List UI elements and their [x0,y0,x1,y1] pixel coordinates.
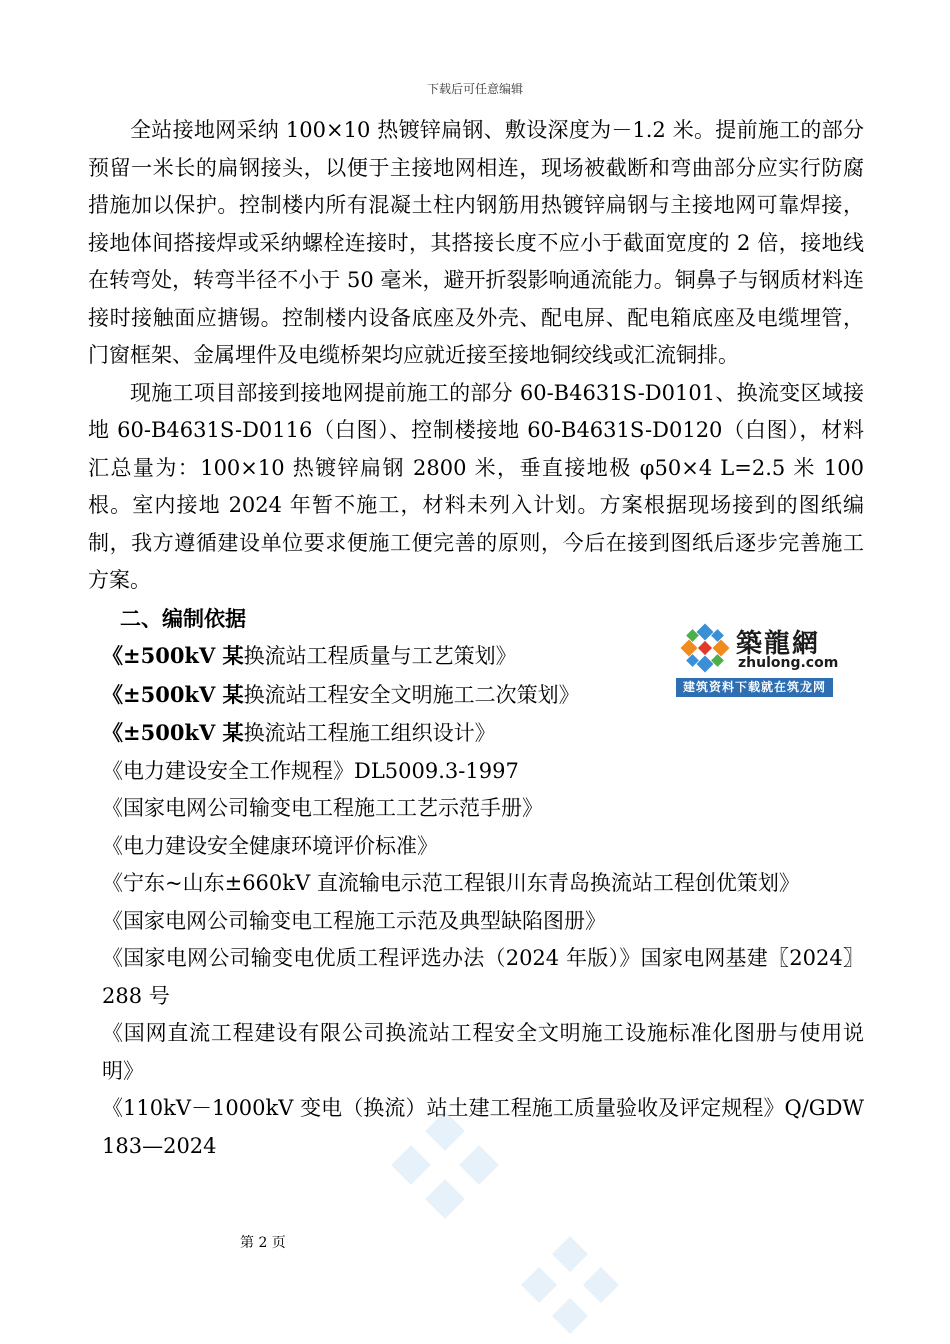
reference-item: 《国家电网公司输变电优质工程评选办法（2024 年版）》国家电网基建〖2024〗288 号 [102,946,864,1008]
page-header: 下载后可任意编辑 [426,82,523,96]
logo-top [676,621,839,677]
reference-item: 《110kV－1000kV 变电（换流）站土建工程施工质量验收及评定规程》Q/GDW 183—2024 [102,1096,864,1158]
paragraph-grounding: 全站接地网采纳 100×10 热镀锌扁钢、敷设深度为－1.2 米。提前施工的部分预留一米长的扁钢接头，以便于主接地网相连，现场被截断和弯曲部分应实行防腐措施加以保护。控制楼内所有混凝土柱内钢筋用热镀锌扁钢与主接地网可靠焊接，接地体间搭接焊或采纳螺栓连接时，其搭接长度不应小于截面宽度的 2 倍，接地线在转弯处，转弯半径不小于 50 毫米，避开折裂影响通流能力。铜鼻子与钢质材料连接时接触面应搪锡。控制楼内设备底座及外壳、配电屏、配电箱底座及电缆埋管，门窗框架、金属埋件及电缆桥架均应就近接至接地铜绞线或汇流铜排。 [88,118,864,367]
reference-item: 《±500kV 某换流站工程质量与工艺策划》 [102,643,517,668]
reference-item: 《国家电网公司输变电工程施工工艺示范手册》 [102,796,543,820]
zhulong-logo [676,621,839,697]
reference-item: 《电力建设安全健康环境评价标准》 [102,833,438,858]
watermark-snowflake-icon [520,1235,620,1335]
reference-item: 《宁东~山东±660kV 直流输电示范工程银川东青岛换流站工程创优策划》 [102,871,800,895]
reference-item: 《国网直流工程建设有限公司换流站工程安全文明施工设施标准化图册与使用说明》 [102,1021,864,1083]
snowflake-icon [678,623,732,673]
page-number: 第 2 页 [240,1235,286,1251]
logo-slogan: 建筑资料下载就在筑龙网 [676,678,833,697]
logo-name-en: zhulong.com [738,655,839,671]
reference-list [88,637,864,1165]
watermark-snowflake-icon [390,1110,500,1220]
reference-item: 《±500kV 某换流站工程施工组织设计》 [102,720,496,745]
reference-item: 《±500kV 某换流站工程安全文明施工二次策划》 [102,681,580,707]
logo-name-cn: 築龍網 [736,629,821,659]
paragraph-project-materials: 现施工项目部接到接地网提前施工的部分 60-B4631S-D0101、换流变区域接地 60-B4631S-D0116（白图）、控制楼接地 60-B4631S-D0120（白图），材料汇总量为：100×10 热镀锌扁钢 2800 米，垂直接地极 φ50×4 L=2.5 米 100 根。室内接地 2024 年暂不施工，材料未列入计划。方案根据现场接到的图纸编制，我方遵循建设单位要求便施工便完善的原则，今后在接到图纸后逐步完善施工方案。 [88,380,864,592]
reference-item: 《国家电网公司输变电工程施工示范及典型缺陷图册》 [102,908,606,933]
section-heading: 二、编制依据 [120,605,246,631]
reference-item: 《电力建设安全工作规程》DL5009.3-1997 [102,758,519,783]
